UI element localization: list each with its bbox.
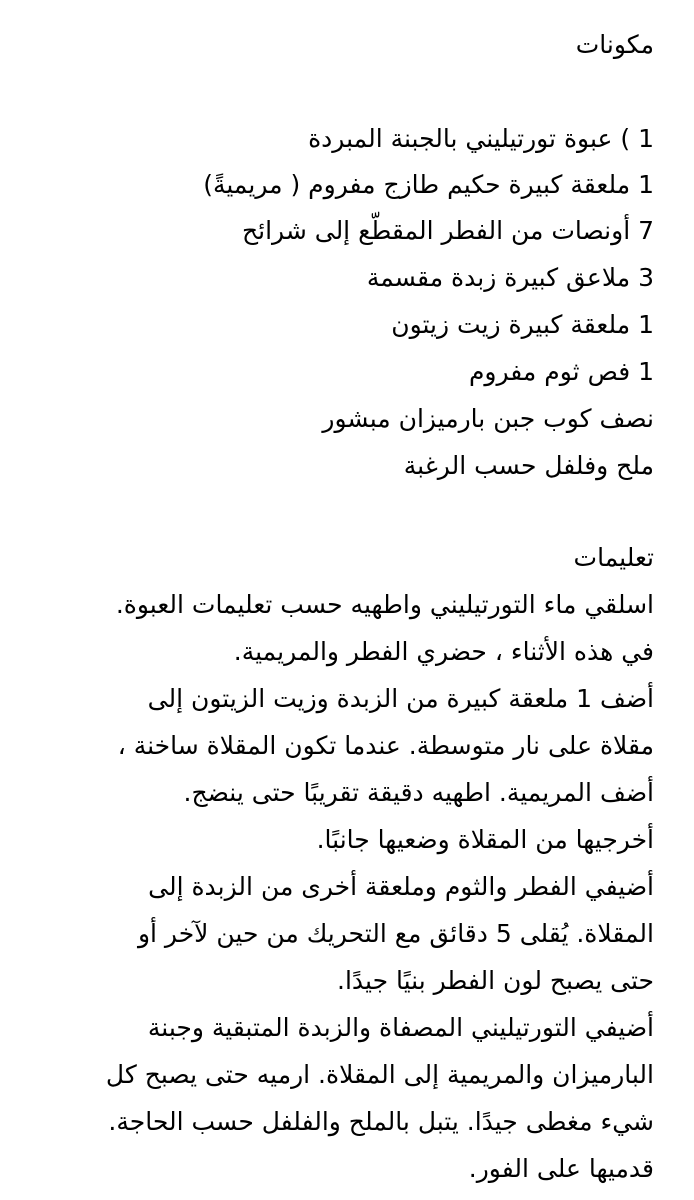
ingredient-item: 1 ملعقة كبيرة حكيم طازج مفروم ( مريميةً) bbox=[203, 170, 654, 199]
instruction-line: أضف المريمية. اطهيه دقيقة تقريبًا حتى ينضج. bbox=[183, 778, 654, 807]
instruction-line: أضف 1 ملعقة كبيرة من الزبدة وزيت الزيتون إلى bbox=[147, 684, 654, 713]
instruction-line: مقلاة على نار متوسطة. عندما تكون المقلاة ساخنة ، bbox=[117, 731, 654, 760]
ingredient-item: 3 ملاعق كبيرة زبدة مقسمة bbox=[366, 263, 654, 292]
instruction-line: المقلاة. يُقلى 5 دقائق مع التحريك من حين لآخر أو bbox=[137, 919, 654, 948]
instruction-line: اسلقي ماء التورتيليني واطهيه حسب تعليمات العبوة. bbox=[115, 590, 654, 619]
ingredients-heading: مكونات bbox=[575, 30, 654, 59]
ingredient-item: ملح وفلفل حسب الرغبة bbox=[403, 451, 654, 480]
instruction-line: أضيفي التورتيليني المصفاة والزبدة المتبقية وجبنة bbox=[147, 1013, 654, 1042]
instruction-line: في هذه الأثناء ، حضري الفطر والمريمية. bbox=[233, 637, 654, 666]
instructions-heading: تعليمات bbox=[573, 543, 654, 572]
ingredient-item: 1 ) عبوة تورتيليني بالجبنة المبردة bbox=[308, 124, 654, 153]
instruction-line: البارميزان والمريمية إلى المقلاة. ارميه حتى يصبح كل bbox=[105, 1060, 654, 1089]
instruction-line: أضيفي الفطر والثوم وملعقة أخرى من الزبدة إلى bbox=[148, 872, 654, 901]
ingredient-item: 7 أونصات من الفطر المقطّع إلى شرائح bbox=[242, 216, 654, 245]
ingredient-item: 1 ملعقة كبيرة زيت زيتون bbox=[391, 310, 654, 339]
instruction-line: شيء مغطى جيدًا. يتبل بالملح والفلفل حسب الحاجة. bbox=[108, 1107, 654, 1136]
instruction-line: أخرجيها من المقلاة وضعيها جانبًا. bbox=[316, 825, 654, 854]
instruction-line: قدميها على الفور. bbox=[468, 1154, 654, 1183]
ingredient-item: نصف كوب جبن بارميزان مبشور bbox=[322, 404, 654, 433]
instruction-line: حتى يصبح لون الفطر بنيًا جيدًا. bbox=[337, 966, 654, 995]
ingredient-item: 1 فص ثوم مفروم bbox=[468, 357, 654, 386]
